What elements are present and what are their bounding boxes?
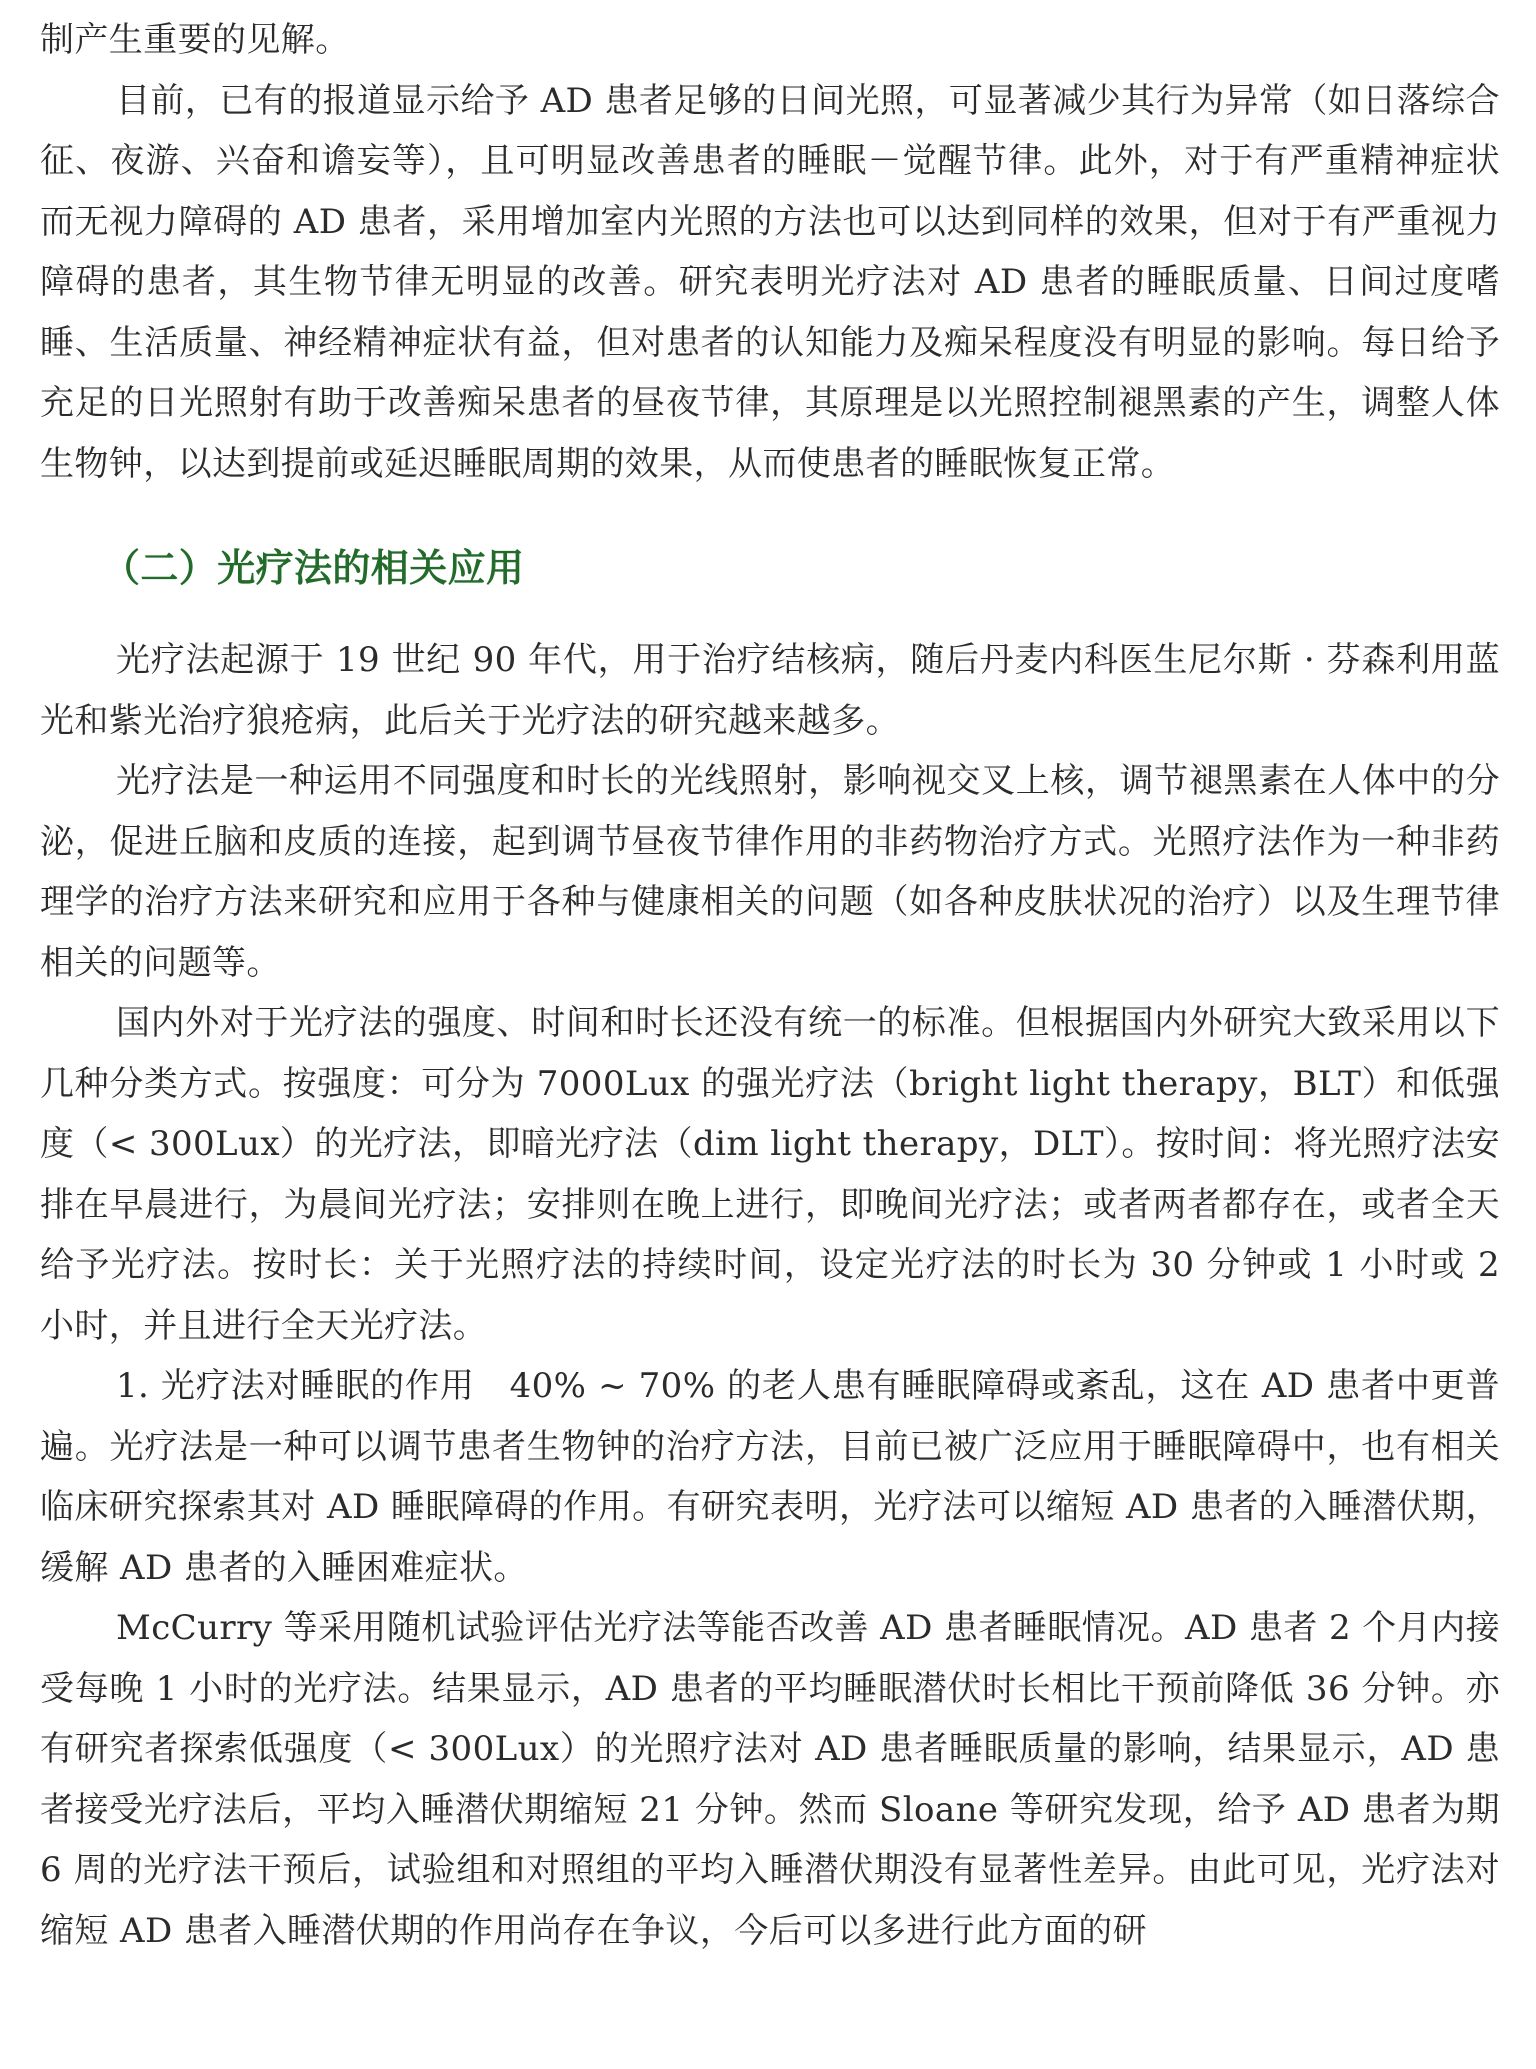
paragraph-studies: McCurry 等采用随机试验评估光疗法等能否改善 AD 患者睡眠情况。AD 患者 2 个月内接受每晚 1 小时的光疗法。结果显示，AD 患者的平均睡眠潜伏时长相比干预前降低 36 分钟。亦有研究者探索低强度（< 300Lux）的光照疗法对 AD 患者睡眠质量的影响，结果显示，AD 患者接受光疗法后，平均入睡潜伏期缩短 21 分钟。然而 Sloane 等研究发现，给予 AD 患者为期 6 周的光疗法干预后，试验组和对照组的平均入睡潜伏期没有显著性差异。由此可见，光疗法对缩短 AD 患者入睡潜伏期的作用尚存在争议，今后可以多进行此方面的研 xyxy=(40,1608,1500,1951)
spacer xyxy=(40,494,1500,538)
paragraph-sleep-effect: 1. 光疗法对睡眠的作用 40% ~ 70% 的老人患有睡眠障碍或紊乱，这在 AD 患者中更普遍。光疗法是一种可以调节患者生物钟的治疗方法，目前已被广泛应用于睡眠障碍中，也有相关临床研究探索其对 AD 睡眠障碍的作用。有研究表明，光疗法可以缩短 AD 患者的入睡潜伏期，缓解 AD 患者的入睡困难症状。 xyxy=(40,1366,1500,1588)
document-page xyxy=(40,10,1500,1961)
spacer xyxy=(40,598,1500,630)
paragraph-daylight-ad-effects: 目前，已有的报道显示给予 AD 患者足够的日间光照，可显著减少其行为异常（如日落综合征、夜游、兴奋和谵妄等），且可明显改善患者的睡眠－觉醒节律。此外，对于有严重精神症状而无视力障碍的 AD 患者，采用增加室内光照的方法也可以达到同样的效果，但对于有严重视力障碍的患者，其生物节律无明显的改善。研究表明光疗法对 AD 患者的睡眠质量、日间过度嗜睡、生活质量、神经精神症状有益，但对患者的认知能力及痴呆程度没有明显的影响。每日给予充足的日光照射有助于改善痴呆患者的昼夜节律，其原理是以光照控制褪黑素的产生，调整人体生物钟，以达到提前或延迟睡眠周期的效果，从而使患者的睡眠恢复正常。 xyxy=(40,80,1500,484)
paragraph-history: 光疗法起源于 19 世纪 90 年代，用于治疗结核病，随后丹麦内科医生尼尔斯 · 芬森利用蓝光和紫光治疗狼疮病，此后关于光疗法的研究越来越多。 xyxy=(40,640,1500,741)
paragraph-continuation: 制产生重要的见解。 xyxy=(40,20,350,60)
section-heading: （二）光疗法的相关应用 xyxy=(102,545,525,590)
paragraph-definition: 光疗法是一种运用不同强度和时长的光线照射，影响视交叉上核，调节褪黑素在人体中的分泌，促进丘脑和皮质的连接，起到调节昼夜节律作用的非药物治疗方式。光照疗法作为一种非药理学的治疗方法来研究和应用于各种与健康相关的问题（如各种皮肤状况的治疗）以及生理节律相关的问题等。 xyxy=(40,761,1500,983)
paragraph-classification: 国内外对于光疗法的强度、时间和时长还没有统一的标准。但根据国内外研究大致采用以下几种分类方式。按强度：可分为 7000Lux 的强光疗法（bright light therapy，BLT）和低强度（< 300Lux）的光疗法，即暗光疗法（dim light therapy，DLT）。按时间：将光照疗法安排在早晨进行，为晨间光疗法；安排则在晚上进行，即晚间光疗法；或者两者都存在，或者全天给予光疗法。按时长：关于光照疗法的持续时间，设定光疗法的时长为 30 分钟或 1 小时或 2 小时，并且进行全天光疗法。 xyxy=(40,1003,1500,1346)
